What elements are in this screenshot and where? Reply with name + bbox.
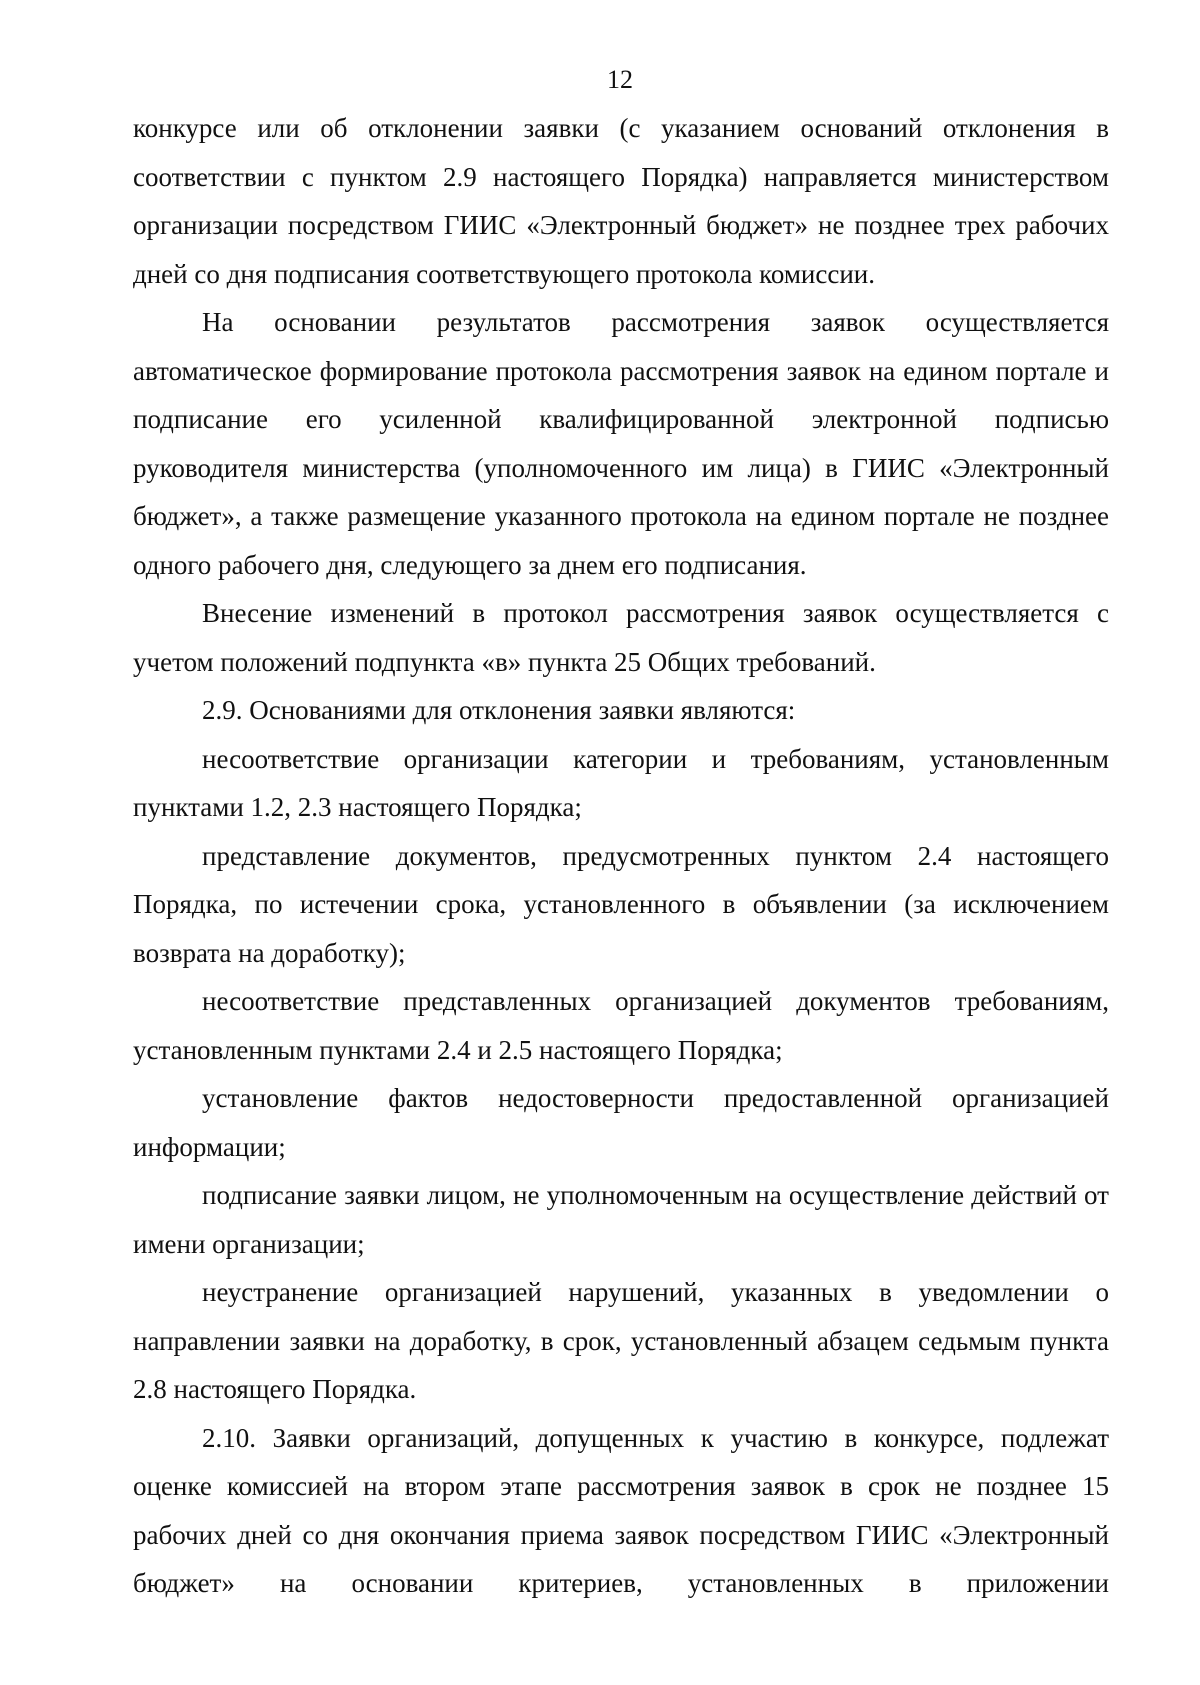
paragraph-protocol-changes: Внесение изменений в протокол рассмотрения заявок осуществляется с учетом положений подпункта «в» пункта 25 Общих требований. [133, 598, 1109, 677]
paragraph-2-9-heading: 2.9. Основаниями для отклонения заявки являются: [202, 695, 796, 725]
rejection-ground-item: подписание заявки лицом, не уполномоченным на осуществление действий от имени организации; [133, 1180, 1109, 1259]
paragraph-continuation: конкурсе или об отклонении заявки (с указанием оснований отклонения в соответствии с пунктом 2.9 настоящего Порядка) направляется министерством организации посредством ГИИС «Электронный бюджет» не позднее трех рабочих дней со дня подписания соответствующего протокола комиссии. [133, 113, 1109, 289]
rejection-ground-item: неустранение организацией нарушений, указанных в уведомлении о направлении заявки на доработку, в срок, установленный абзацем седьмым пункта 2.8 настоящего Порядка. [133, 1277, 1109, 1404]
rejection-ground-item: несоответствие организации категории и требованиям, установленным пунктами 1.2, 2.3 настоящего Порядка; [133, 743, 1109, 822]
document-body [133, 104, 1109, 1608]
rejection-ground-item: несоответствие представленных организацией документов требованиям, установленным пунктами 2.4 и 2.5 настоящего Порядка; [133, 986, 1109, 1065]
paragraph-2-10: 2.10. Заявки организаций, допущенных к участию в конкурсе, подлежат оценке комиссией на втором этапе рассмотрения заявок в срок не позднее 15 рабочих дней со дня окончания приема заявок посредством ГИИС «Электронный бюджет» на основании критериев, установленных в приложении [133, 1422, 1109, 1598]
rejection-ground-item: установление фактов недостоверности предоставленной организацией информации; [133, 1083, 1109, 1162]
page-number: 12 [607, 65, 633, 94]
rejection-ground-item: представление документов, предусмотренных пунктом 2.4 настоящего Порядка, по истечении срока, установленного в объявлении (за исключением возврата на доработку); [133, 840, 1109, 968]
paragraph-protocol-formation: На основании результатов рассмотрения заявок осуществляется автоматическое формирование протокола рассмотрения заявок на едином портале и подписание его усиленной квалифицированной электронной подписью руководителя министерства (уполномоченного им лица) в ГИИС «Электронный бюджет», а также размещение указанного протокола на едином портале не позднее одного рабочего дня, следующего за днем его подписания. [133, 307, 1109, 580]
